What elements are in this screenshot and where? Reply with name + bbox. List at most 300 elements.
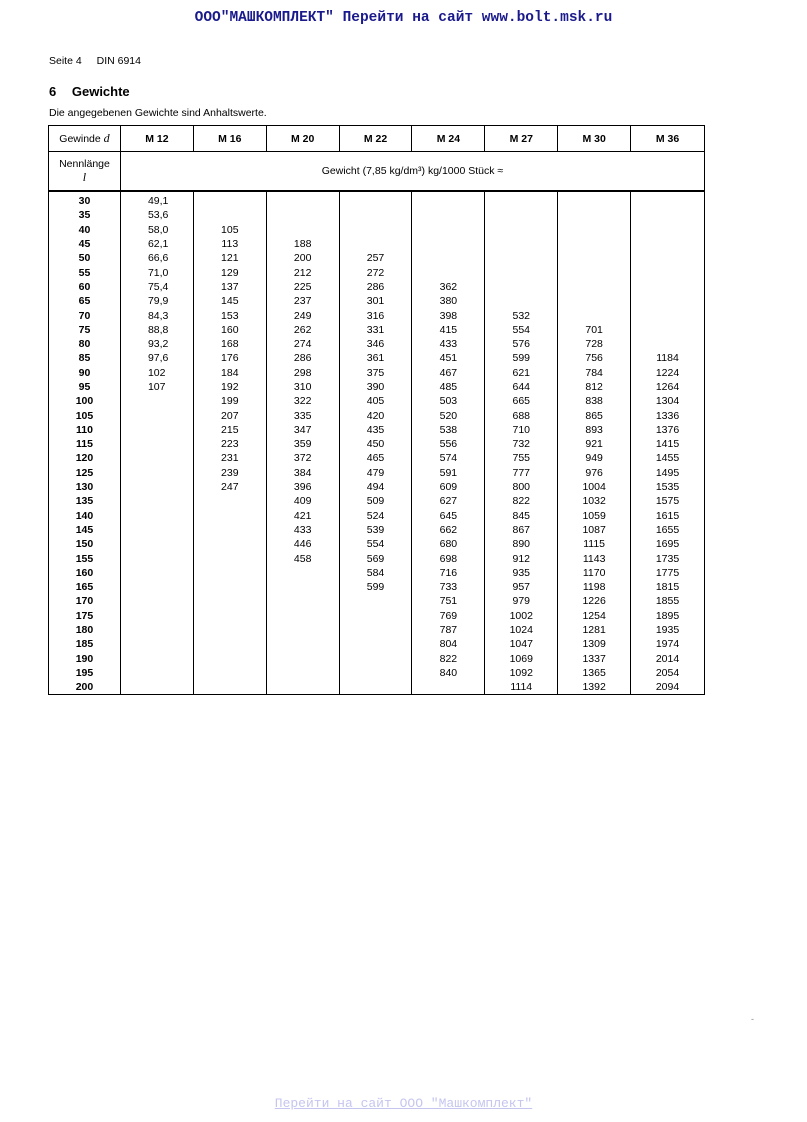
weight-cell: 784 (558, 366, 631, 380)
weight-cell: 1455 (631, 451, 705, 465)
table-row (49, 380, 705, 394)
weight-cell: 225 (266, 280, 339, 294)
bottom-site-link[interactable]: Перейти на сайт ООО "Машкомплект" (274, 1096, 533, 1111)
length-cell: 85 (49, 351, 121, 365)
weight-cell: 199 (193, 394, 266, 408)
weight-cell: 257 (339, 251, 412, 265)
table-row (49, 437, 705, 451)
weight-cell: 1895 (631, 609, 705, 623)
table-row (49, 494, 705, 508)
weight-cell: 893 (558, 423, 631, 437)
weight-cell (485, 294, 558, 308)
weight-cell: 88,8 (120, 323, 193, 337)
table-row (49, 394, 705, 408)
weight-cell (485, 237, 558, 251)
weight-cell (266, 666, 339, 680)
weight-cell (120, 394, 193, 408)
table-row (49, 566, 705, 580)
weight-cell: 865 (558, 408, 631, 422)
weight-cell: 1695 (631, 537, 705, 551)
weight-cell: 107 (120, 380, 193, 394)
length-cell: 30 (49, 191, 121, 208)
weight-cell: 804 (412, 637, 485, 651)
table-row (49, 637, 705, 651)
weight-cell (193, 551, 266, 565)
length-cell: 185 (49, 637, 121, 651)
weight-cell: 153 (193, 308, 266, 322)
weight-cell: 359 (266, 437, 339, 451)
length-cell: 90 (49, 366, 121, 380)
weight-cell (120, 480, 193, 494)
weight-cell: 1735 (631, 551, 705, 565)
weight-cell: 1575 (631, 494, 705, 508)
weight-cell: 362 (412, 280, 485, 294)
weight-cell: 599 (339, 580, 412, 594)
weight-cell (339, 223, 412, 237)
weight-cell: 188 (266, 237, 339, 251)
table-row (49, 351, 705, 365)
weight-cell (631, 223, 705, 237)
weight-cell (120, 437, 193, 451)
weight-cell (631, 191, 705, 208)
table-row (49, 237, 705, 251)
weight-cell: 1032 (558, 494, 631, 508)
weight-cell (120, 466, 193, 480)
weight-cell (193, 680, 266, 695)
weight-cell: 335 (266, 408, 339, 422)
weight-cell: 331 (339, 323, 412, 337)
nennlaenge-header (49, 152, 121, 192)
col-header: M 27 (485, 126, 558, 152)
weight-cell (120, 580, 193, 594)
weight-cell (558, 208, 631, 222)
length-cell: 65 (49, 294, 121, 308)
weight-cell (193, 523, 266, 537)
weight-cell (412, 251, 485, 265)
weight-cell: 347 (266, 423, 339, 437)
weight-caption: Gewicht (7,85 kg/dm³) kg/1000 Stück ≈ (120, 152, 704, 192)
weight-cell (193, 537, 266, 551)
weight-cell (193, 637, 266, 651)
weight-cell: 361 (339, 351, 412, 365)
weight-cell (266, 566, 339, 580)
weight-cell: 1281 (558, 623, 631, 637)
weight-cell (631, 308, 705, 322)
weight-cell: 450 (339, 437, 412, 451)
length-cell: 115 (49, 437, 121, 451)
weight-cell: 75,4 (120, 280, 193, 294)
weight-cell (558, 251, 631, 265)
table-row (49, 537, 705, 551)
weight-cell: 1024 (485, 623, 558, 637)
weight-cell (412, 680, 485, 695)
weight-cell: 1304 (631, 394, 705, 408)
table-row (49, 423, 705, 437)
table-row (49, 280, 705, 294)
weight-cell (193, 566, 266, 580)
weight-cell: 1535 (631, 480, 705, 494)
weight-cell: 121 (193, 251, 266, 265)
weight-cell (339, 191, 412, 208)
weights-body (49, 191, 705, 695)
table-row (49, 191, 705, 208)
weight-cell: 1224 (631, 366, 705, 380)
weight-cell: 433 (266, 523, 339, 537)
weight-cell (266, 208, 339, 222)
weight-cell: 1309 (558, 637, 631, 651)
length-cell: 200 (49, 680, 121, 695)
weight-cell (558, 265, 631, 279)
weight-cell: 609 (412, 480, 485, 494)
weight-cell: 113 (193, 237, 266, 251)
weight-cell (120, 523, 193, 537)
col-header: M 20 (266, 126, 339, 152)
table-row (49, 666, 705, 680)
weight-cell (558, 191, 631, 208)
table-row (49, 223, 705, 237)
weight-cell: 688 (485, 408, 558, 422)
length-cell: 45 (49, 237, 121, 251)
weight-cell: 822 (485, 494, 558, 508)
weight-cell: 494 (339, 480, 412, 494)
weight-cell (120, 666, 193, 680)
weight-cell: 1254 (558, 609, 631, 623)
weight-cell: 769 (412, 609, 485, 623)
length-cell: 125 (49, 466, 121, 480)
weight-cell: 390 (339, 380, 412, 394)
weight-cell: 1365 (558, 666, 631, 680)
weight-cell: 591 (412, 466, 485, 480)
table-row (49, 652, 705, 666)
weight-cell (631, 280, 705, 294)
weight-cell: 137 (193, 280, 266, 294)
weight-cell: 1114 (485, 680, 558, 695)
length-cell: 50 (49, 251, 121, 265)
table-row (49, 580, 705, 594)
weight-cell (193, 494, 266, 508)
weight-cell: 710 (485, 423, 558, 437)
weight-cell: 1655 (631, 523, 705, 537)
weight-cell: 539 (339, 523, 412, 537)
page-header (49, 55, 153, 67)
weight-cell (558, 308, 631, 322)
weight-cell: 105 (193, 223, 266, 237)
weight-cell: 1059 (558, 509, 631, 523)
weight-cell: 97,6 (120, 351, 193, 365)
weight-cell: 176 (193, 351, 266, 365)
weight-cell: 301 (339, 294, 412, 308)
weight-cell (120, 509, 193, 523)
weight-cell: 520 (412, 408, 485, 422)
corner-mark: - (751, 1014, 754, 1024)
length-cell: 75 (49, 323, 121, 337)
weight-cell: 433 (412, 337, 485, 351)
section-title: Gewichte (71, 84, 130, 99)
weight-cell: 1415 (631, 437, 705, 451)
weight-cell: 465 (339, 451, 412, 465)
weight-cell: 554 (339, 537, 412, 551)
weight-cell (266, 637, 339, 651)
weight-cell: 574 (412, 451, 485, 465)
weight-cell: 184 (193, 366, 266, 380)
weight-cell: 716 (412, 566, 485, 580)
weight-cell: 421 (266, 509, 339, 523)
weight-cell: 701 (558, 323, 631, 337)
weight-cell: 223 (193, 437, 266, 451)
length-cell: 110 (49, 423, 121, 437)
table-row (49, 680, 705, 695)
weight-cell (193, 509, 266, 523)
gewinde-var: d (103, 131, 110, 145)
table-row (49, 408, 705, 422)
weight-cell: 912 (485, 551, 558, 565)
weight-cell: 838 (558, 394, 631, 408)
col-header: M 22 (339, 126, 412, 152)
table-row (49, 480, 705, 494)
weight-cell (631, 337, 705, 351)
length-cell: 60 (49, 280, 121, 294)
weight-cell: 451 (412, 351, 485, 365)
weight-cell (120, 451, 193, 465)
length-cell: 175 (49, 609, 121, 623)
table-row (49, 466, 705, 480)
weight-cell (558, 223, 631, 237)
weight-cell (193, 580, 266, 594)
weight-cell: 398 (412, 308, 485, 322)
length-cell: 135 (49, 494, 121, 508)
table-row (49, 337, 705, 351)
weight-cell: 644 (485, 380, 558, 394)
length-cell: 35 (49, 208, 121, 222)
weight-cell: 272 (339, 265, 412, 279)
weight-cell: 207 (193, 408, 266, 422)
weight-cell: 840 (412, 666, 485, 680)
weight-cell: 957 (485, 580, 558, 594)
weight-cell: 239 (193, 466, 266, 480)
table-row (49, 265, 705, 279)
weight-cell (339, 652, 412, 666)
weight-cell (631, 251, 705, 265)
length-cell: 40 (49, 223, 121, 237)
weight-cell: 949 (558, 451, 631, 465)
weight-cell: 415 (412, 323, 485, 337)
weight-cell: 976 (558, 466, 631, 480)
length-cell: 70 (49, 308, 121, 322)
weight-cell: 755 (485, 451, 558, 465)
length-cell: 55 (49, 265, 121, 279)
weight-cell: 665 (485, 394, 558, 408)
weight-cell: 346 (339, 337, 412, 351)
table-row (49, 451, 705, 465)
weight-cell: 698 (412, 551, 485, 565)
weight-cell (266, 680, 339, 695)
weight-cell: 1337 (558, 652, 631, 666)
weight-cell (193, 666, 266, 680)
weight-cell: 584 (339, 566, 412, 580)
weight-cell: 2014 (631, 652, 705, 666)
weight-cell (485, 265, 558, 279)
weight-cell (266, 191, 339, 208)
weight-cell (339, 637, 412, 651)
weight-cell (631, 294, 705, 308)
weight-cell (193, 652, 266, 666)
length-cell: 105 (49, 408, 121, 422)
weight-cell (120, 623, 193, 637)
weight-cell (412, 191, 485, 208)
length-cell: 140 (49, 509, 121, 523)
weight-cell: 262 (266, 323, 339, 337)
weight-cell: 812 (558, 380, 631, 394)
weight-cell: 168 (193, 337, 266, 351)
weight-cell (120, 637, 193, 651)
weight-cell (412, 223, 485, 237)
weight-cell: 2094 (631, 680, 705, 695)
weight-cell: 556 (412, 437, 485, 451)
weight-cell: 1143 (558, 551, 631, 565)
weight-cell: 800 (485, 480, 558, 494)
weight-cell: 1092 (485, 666, 558, 680)
weight-cell: 1004 (558, 480, 631, 494)
weight-cell: 503 (412, 394, 485, 408)
weight-cell: 756 (558, 351, 631, 365)
weight-cell (266, 594, 339, 608)
weight-cell: 1170 (558, 566, 631, 580)
weight-cell: 322 (266, 394, 339, 408)
weight-cell: 1336 (631, 408, 705, 422)
weight-cell: 1264 (631, 380, 705, 394)
weight-cell: 49,1 (120, 191, 193, 208)
weight-cell: 1226 (558, 594, 631, 608)
weight-cell: 921 (558, 437, 631, 451)
weight-cell: 435 (339, 423, 412, 437)
top-site-link[interactable]: ООО"МАШКОМПЛЕКТ" Перейти на сайт www.bolt.msk.ru (194, 10, 613, 26)
col-header: M 24 (412, 126, 485, 152)
weight-cell: 405 (339, 394, 412, 408)
length-cell: 120 (49, 451, 121, 465)
weight-cell: 979 (485, 594, 558, 608)
weight-cell: 446 (266, 537, 339, 551)
weight-cell: 102 (120, 366, 193, 380)
length-cell: 195 (49, 666, 121, 680)
weight-cell: 1392 (558, 680, 631, 695)
weight-cell: 93,2 (120, 337, 193, 351)
weight-cell: 787 (412, 623, 485, 637)
weight-cell: 79,9 (120, 294, 193, 308)
weight-cell: 733 (412, 580, 485, 594)
weight-cell: 249 (266, 308, 339, 322)
weight-cell: 212 (266, 265, 339, 279)
weight-cell: 732 (485, 437, 558, 451)
weight-cell (558, 294, 631, 308)
weight-cell (412, 265, 485, 279)
weight-cell (339, 666, 412, 680)
weight-cell: 621 (485, 366, 558, 380)
table-row (49, 208, 705, 222)
table-row (49, 294, 705, 308)
weight-cell (266, 609, 339, 623)
section-number: 6 (49, 84, 57, 99)
weight-cell: 1775 (631, 566, 705, 580)
weight-cell: 409 (266, 494, 339, 508)
weight-cell: 316 (339, 308, 412, 322)
weight-cell: 237 (266, 294, 339, 308)
weight-cell: 751 (412, 594, 485, 608)
weight-cell: 479 (339, 466, 412, 480)
weight-cell: 231 (193, 451, 266, 465)
weight-cell (631, 265, 705, 279)
weight-cell: 680 (412, 537, 485, 551)
nennlaenge-label: Nennlänge (59, 157, 110, 170)
weight-cell (120, 652, 193, 666)
weight-cell: 66,6 (120, 251, 193, 265)
weight-cell (120, 537, 193, 551)
weight-cell (120, 566, 193, 580)
weight-cell (339, 609, 412, 623)
weight-cell: 1974 (631, 637, 705, 651)
weight-cell: 728 (558, 337, 631, 351)
weight-cell: 215 (193, 423, 266, 437)
weight-cell: 310 (266, 380, 339, 394)
weight-cell (120, 609, 193, 623)
weight-cell (266, 623, 339, 637)
intro-text: Die angegebenen Gewichte sind Anhaltswerte. (49, 107, 267, 119)
weight-cell: 524 (339, 509, 412, 523)
weight-cell: 576 (485, 337, 558, 351)
weight-cell: 890 (485, 537, 558, 551)
weight-cell (193, 594, 266, 608)
weight-cell: 62,1 (120, 237, 193, 251)
table-row (49, 251, 705, 265)
weight-cell: 380 (412, 294, 485, 308)
weight-cell (120, 680, 193, 695)
thread-header-row (49, 126, 705, 152)
weight-cell (120, 423, 193, 437)
weight-cell: 129 (193, 265, 266, 279)
col-header: M 12 (120, 126, 193, 152)
weight-cell: 145 (193, 294, 266, 308)
table-row (49, 594, 705, 608)
table-row (49, 366, 705, 380)
weight-cell: 599 (485, 351, 558, 365)
weight-cell (412, 237, 485, 251)
weight-cell: 822 (412, 652, 485, 666)
weight-cell (339, 237, 412, 251)
weight-cell: 71,0 (120, 265, 193, 279)
table-row (49, 323, 705, 337)
weight-cell: 372 (266, 451, 339, 465)
weight-cell: 1376 (631, 423, 705, 437)
weight-cell (412, 208, 485, 222)
weight-cell: 1855 (631, 594, 705, 608)
weight-cell (193, 208, 266, 222)
weight-cell (120, 594, 193, 608)
weight-cell (266, 580, 339, 594)
table-row (49, 623, 705, 637)
length-cell: 150 (49, 537, 121, 551)
col-header: M 16 (193, 126, 266, 152)
weight-cell: 53,6 (120, 208, 193, 222)
weight-cell: 845 (485, 509, 558, 523)
weight-cell (631, 237, 705, 251)
length-cell: 160 (49, 566, 121, 580)
weight-cell (485, 251, 558, 265)
standard-code: DIN 6914 (96, 55, 141, 67)
length-cell: 155 (49, 551, 121, 565)
page-number: Seite 4 (49, 55, 82, 67)
weight-cell (266, 223, 339, 237)
weight-cell: 1935 (631, 623, 705, 637)
weight-cell: 467 (412, 366, 485, 380)
